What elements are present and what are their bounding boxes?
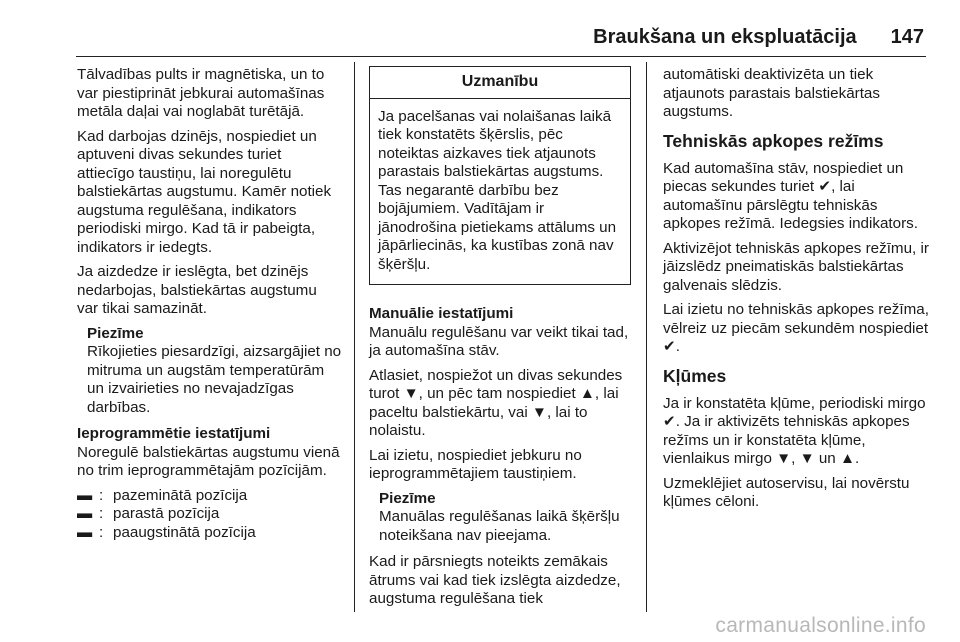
page-number: 147	[890, 26, 924, 48]
note-title: Piezīme	[87, 324, 144, 342]
note-title: Piezīme	[379, 489, 436, 507]
paragraph: Uzmeklējiet autoservisu, lai novērstu kļūmes cēloni.	[663, 474, 910, 510]
legend-item	[77, 524, 342, 543]
legend-text: parastā pozīcija	[113, 505, 220, 522]
header-title: Braukšana un ekspluatācija	[593, 26, 857, 48]
legend-text: paaugstinātā pozīcija	[113, 523, 256, 541]
warning-title: Uzmanību	[370, 67, 630, 99]
paragraph: Lai izietu, nospiediet jebkuru no ieprogrammētajiem taustiņiem.	[369, 446, 582, 482]
section-heading: Manuālie iestatījumi	[369, 305, 514, 322]
note	[369, 490, 631, 546]
warning-box	[369, 66, 631, 285]
note	[77, 325, 342, 418]
paragraph: Ja ir konstatēta kļūme, periodiski mirgo ✔. Ja ir aktivizēts tehniskās apkopes režīms un ir konstatēta kļūme, vienlaikus mirgo ▼, ▼ un ▲.	[663, 394, 926, 467]
normal-position-icon: ▬	[77, 505, 93, 522]
note-text: Manuālas regulēšanas laikā šķēršļu noteikšana nav pieejama.	[379, 508, 620, 544]
section-heading: Kļūmes	[663, 365, 727, 386]
section-heading: Ieprogrammētie iestatījumi	[77, 425, 271, 442]
column-divider-2	[646, 62, 647, 612]
legend-colon: :	[99, 486, 104, 504]
column-3	[663, 66, 931, 518]
column-1	[77, 66, 342, 542]
section-heading: Tehniskās apkopes režīms	[663, 130, 884, 151]
raised-position-icon: ▬	[77, 523, 93, 541]
column-2	[369, 66, 631, 615]
legend-item	[77, 505, 342, 524]
paragraph: Manuālu regulēšanu var veikt tikai tad, ja automašīna stāv.	[369, 323, 629, 359]
legend-colon: :	[99, 505, 104, 522]
low-position-icon: ▬	[77, 486, 93, 504]
warning-text: Ja pacelšanas vai nolaišanas laikā tiek konstatēts šķērslis, pēc noteiktas aizkaves tiek atjaunots parastais balstiekārtas augstums. Tas negarantē darbību bez bojājumiem. Vadītājam ir jānodrošina pietiekams attālums un jāpārliecinās, ka kustības zonā nav šķēršļu.	[378, 107, 617, 273]
paragraph: Kad darbojas dzinējs, nospiediet un aptuveni divas sekundes turiet attiecīgo taustiņu, lai noregulētu balstiekārtas augstumu. Kamēr notiek augstuma regulēšana, indikators periodiski mirgo. Kad tā ir pabeigta, indikators ir iedegts.	[77, 127, 332, 256]
paragraph: Kad automašīna stāv, nospiediet un piecas sekundes turiet ✔, lai automašīnu pārslēgtu tehniskās apkopes režīmā. Iedegsies indikators.	[663, 159, 918, 232]
paragraph: Kad ir pārsniegts noteikts zemākais ātrums vai kad tiek izslēgta aizdedze, augstuma regulēšana tiek	[369, 553, 621, 607]
page-header	[593, 26, 924, 49]
paragraph: Tālvadības pults ir magnētiska, un to var piestiprināt jebkurai automašīnas metāla daļai vai noglabāt turētājā.	[77, 66, 325, 120]
header-rule	[76, 56, 926, 57]
paragraph: Ja aizdedze ir ieslēgta, bet dzinējs nedarbojas, balstiekārtas augstumu var tikai samazināt.	[77, 263, 317, 317]
legend-item	[77, 487, 342, 506]
paragraph: Lai izietu no tehniskās apkopes režīma, vēlreiz uz piecām sekundēm nospiediet ✔.	[663, 301, 929, 355]
paragraph: automātiski deaktivizēta un tiek atjaunots parastais balstiekārtas augstums.	[663, 66, 880, 120]
watermark: carmanualsonline.info	[715, 614, 926, 637]
paragraph: Noregulē balstiekārtas augstumu vienā no trim ieprogrammētajām pozīcijām.	[77, 443, 340, 479]
legend-colon: :	[99, 523, 104, 541]
paragraph: Aktivizējot tehniskās apkopes režīmu, ir jāizslēdz pneimatiskās balstiekārtas galvenais slēdzis.	[663, 239, 929, 294]
paragraph: Atlasiet, nospiežot un divas sekundes turot ▼, un pēc tam nospiediet ▲, lai paceltu balstiekārtu, vai ▼, lai to nolaistu.	[369, 366, 623, 439]
note-text: Rīkojieties piesardzīgi, aizsargājiet no mitruma un augstām temperatūrām un izvairieties no nevajadzīgas darbības.	[87, 343, 342, 416]
legend-text: pazeminātā pozīcija	[113, 486, 248, 504]
column-divider-1	[354, 62, 355, 612]
